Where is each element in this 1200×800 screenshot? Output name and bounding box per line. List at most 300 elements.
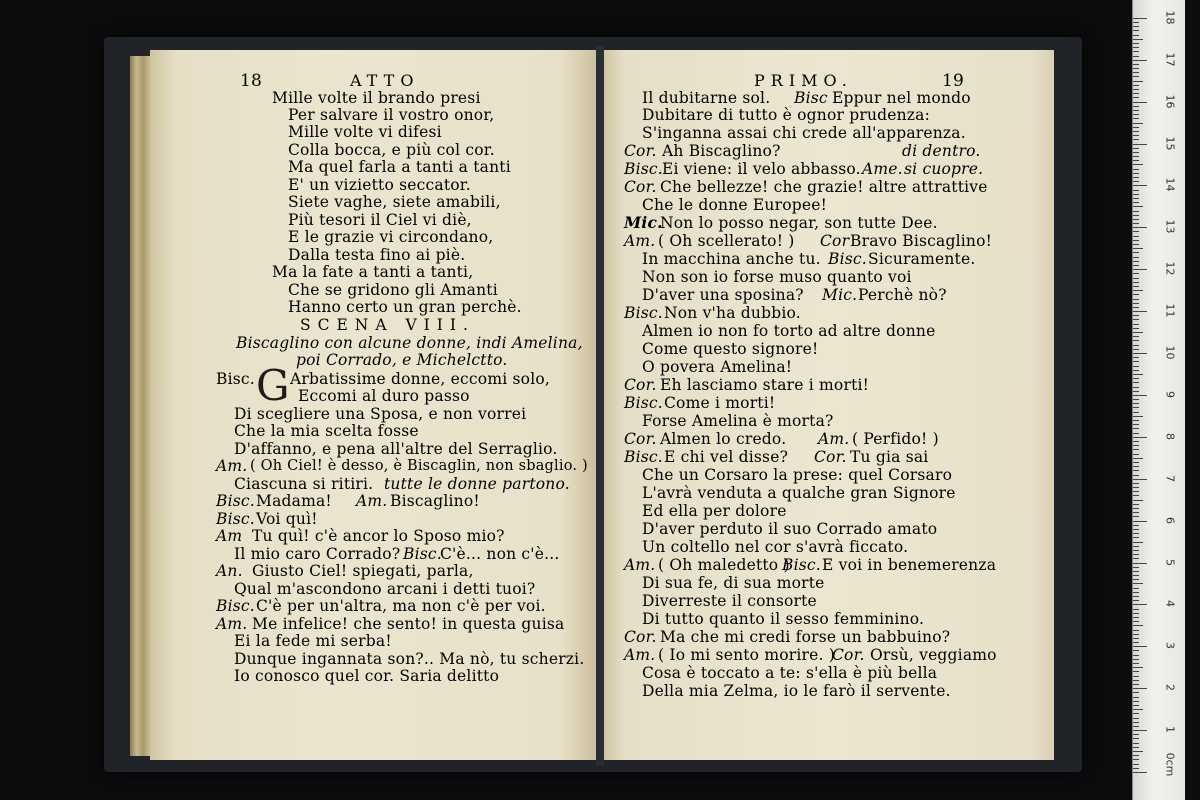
- ruler-tick: [1133, 18, 1147, 19]
- ruler-tick: [1133, 227, 1147, 228]
- ruler-tick: [1133, 374, 1143, 375]
- dialogue-text: In macchina anche tu.: [642, 250, 821, 268]
- ruler-tick: [1133, 319, 1139, 320]
- speaker-label: Bisc: [794, 89, 828, 107]
- ruler-tick: [1133, 713, 1139, 714]
- ruler-tick: [1133, 114, 1139, 115]
- dialogue-text: E chi vel disse?: [664, 448, 789, 466]
- speaker-label: Mic.: [624, 213, 663, 232]
- ruler-tick: [1133, 659, 1139, 660]
- ruler-label: 2: [1163, 684, 1177, 692]
- ruler-label: 3: [1163, 642, 1177, 650]
- ruler-tick: [1133, 173, 1139, 174]
- dialogue-text: Me infelice! che sento! in questa guisa: [252, 615, 565, 633]
- ruler-tick: [1133, 118, 1139, 119]
- dialogue-text: Non son io forse muso quanto voi: [642, 268, 912, 286]
- dialogue-text: Ei la fede mi serba!: [234, 632, 392, 650]
- stage-direction: si cuopre.: [904, 160, 984, 178]
- page-edge-stack: [130, 56, 152, 756]
- dialogue-text: O povera Amelina!: [642, 358, 793, 376]
- ruler-tick: [1133, 273, 1139, 274]
- dialogue-text: Ah Biscaglino?: [662, 142, 781, 160]
- speaker-label: Bisc.: [624, 448, 663, 466]
- dialogue-text: Ma che mi credi forse un babbuino?: [660, 628, 951, 646]
- ruler-tick: [1133, 76, 1139, 77]
- dialogue-text: Il mio caro Corrado?: [234, 545, 401, 563]
- ruler-tick: [1133, 156, 1139, 157]
- ruler-tick: [1133, 525, 1139, 526]
- ruler-tick: [1133, 730, 1147, 731]
- ruler-tick: [1133, 231, 1139, 232]
- ruler-tick: [1133, 139, 1139, 140]
- speaker-label: Cor.: [832, 646, 865, 664]
- ruler-tick: [1133, 240, 1139, 241]
- ruler-tick: [1133, 441, 1139, 442]
- ruler-tick: [1133, 583, 1143, 584]
- ruler-label: 8: [1163, 432, 1177, 440]
- stage-direction: poi Corrado, e Michelctto.: [296, 351, 508, 369]
- ruler-tick: [1133, 43, 1139, 44]
- ruler-tick: [1133, 424, 1139, 425]
- dialogue-text: Di scegliere una Sposa, e non vorrei: [234, 405, 527, 423]
- ruler-tick: [1133, 257, 1139, 258]
- ruler-tick: [1133, 311, 1147, 312]
- dialogue-text: ( Io mi sento morire. ): [658, 646, 836, 664]
- ruler-tick: [1133, 223, 1139, 224]
- dialogue-text: Almen io non fo torto ad altre donne: [642, 322, 936, 340]
- ruler-tick: [1133, 588, 1139, 589]
- ruler-tick: [1133, 487, 1139, 488]
- dialogue-text: Cosa è toccato a te: s'ella è più bella: [642, 664, 938, 682]
- ruler-tick: [1133, 516, 1139, 517]
- ruler-tick: [1133, 634, 1139, 635]
- ruler-tick: [1133, 370, 1139, 371]
- ruler-tick: [1133, 60, 1147, 61]
- ruler-tick: [1133, 39, 1143, 40]
- dialogue-text: D'affanno, e pena all'altre del Serraglio.: [234, 440, 558, 458]
- dialogue-text: Che la mia scelta fosse: [234, 422, 419, 440]
- dialogue-text: Voi quì!: [256, 510, 318, 528]
- ruler-tick: [1133, 160, 1139, 161]
- dialogue-text: Io conosco quel cor. Saria delitto: [234, 667, 500, 685]
- ruler-tick: [1133, 709, 1143, 710]
- ruler-tick: [1133, 215, 1139, 216]
- ruler-tick: [1133, 336, 1139, 337]
- ruler-tick: [1133, 663, 1139, 664]
- ruler-tick: [1133, 190, 1139, 191]
- ruler-tick: [1133, 655, 1139, 656]
- ruler-label: 13: [1163, 219, 1177, 234]
- ruler-tick: [1133, 533, 1139, 534]
- speaker-label: Bisc.: [782, 556, 821, 574]
- speaker-label: Mic.: [822, 286, 858, 304]
- speaker-label: Am: [216, 527, 243, 545]
- ruler-tick: [1133, 169, 1139, 170]
- speaker-label: Cor.: [814, 448, 847, 466]
- ruler-label: 10: [1163, 345, 1177, 360]
- ruler-tick: [1133, 64, 1139, 65]
- verse-line: Mille volte il brando presi: [272, 89, 481, 107]
- ruler-tick: [1133, 185, 1147, 186]
- ruler-tick: [1133, 56, 1139, 57]
- dialogue-text: Diverreste il consorte: [642, 592, 817, 610]
- ruler-tick: [1133, 315, 1139, 316]
- dialogue-text: Perchè nò?: [858, 286, 947, 304]
- dialogue-text: Il dubitarne sol.: [642, 89, 771, 107]
- ruler-tick: [1133, 89, 1139, 90]
- ruler-tick: [1133, 454, 1139, 455]
- ruler-tick: [1133, 123, 1143, 124]
- ruler-tick: [1133, 705, 1139, 706]
- ruler-tick: [1133, 529, 1139, 530]
- ruler-tick: [1133, 206, 1143, 207]
- dialogue-text: ( Oh maledetto ): [658, 556, 790, 574]
- ruler-tick: [1133, 51, 1139, 52]
- ruler-tick: [1133, 697, 1139, 698]
- ruler-tick: [1133, 399, 1139, 400]
- speaker-label: Ame.: [862, 160, 903, 178]
- verse-line: Colla bocca, e più col cor.: [288, 141, 495, 159]
- dialogue-text: Sicuramente.: [868, 250, 976, 268]
- dialogue-text: Arbatissime donne, eccomi solo,: [290, 370, 551, 388]
- speaker-label: Bisc.: [624, 394, 663, 412]
- speaker-label: Cor: [820, 232, 850, 250]
- ruler-tick: [1133, 470, 1139, 471]
- ruler-tick: [1133, 403, 1139, 404]
- ruler-tick: [1133, 613, 1139, 614]
- ruler-tick: [1133, 680, 1139, 681]
- scene-title: SCENA VIII.: [300, 316, 475, 334]
- ruler-tick: [1133, 361, 1139, 362]
- ruler-tick: [1133, 340, 1139, 341]
- verse-line: E le grazie vi circondano,: [288, 228, 494, 246]
- dialogue-text: Eppur nel mondo: [832, 89, 971, 107]
- verse-line: Più tesori il Ciel vi diè,: [288, 211, 472, 229]
- dialogue-text: Dunque ingannata son?.. Ma nò, tu scherzi.: [234, 650, 585, 668]
- ruler-tick: [1133, 378, 1139, 379]
- ruler-tick: [1133, 630, 1139, 631]
- ruler-tick: [1133, 324, 1139, 325]
- ruler-tick: [1133, 30, 1139, 31]
- dialogue-text: Che un Corsaro la prese: quel Corsaro: [642, 466, 953, 484]
- right-page-number: 19: [942, 71, 965, 91]
- ruler-tick: [1133, 219, 1139, 220]
- dialogue-text: E voi in benemerenza: [822, 556, 997, 574]
- speaker-label: Bisc.: [216, 370, 255, 388]
- speaker-label: An.: [216, 562, 243, 580]
- speaker-label: Am.: [624, 646, 656, 664]
- dialogue-text: Come i morti!: [664, 394, 776, 412]
- ruler-tick: [1133, 366, 1139, 367]
- ruler-tick: [1133, 751, 1143, 752]
- ruler-tick: [1133, 345, 1139, 346]
- dialogue-text: D'aver perduto il suo Corrado amato: [642, 520, 938, 538]
- dialogue-text: Bravo Biscaglino!: [850, 232, 993, 250]
- speaker-label: Am.: [624, 556, 656, 574]
- dialogue-text: S'inganna assai chi crede all'apparenza.: [642, 124, 966, 142]
- ruler-tick: [1133, 592, 1139, 593]
- ruler-label: 17: [1163, 52, 1177, 67]
- dialogue-text: Biscaglino!: [390, 492, 480, 510]
- ruler-tick: [1133, 479, 1147, 480]
- stage-direction: Biscaglino con alcune donne, indi Amelina,: [236, 334, 583, 352]
- left-page-header: ATTO: [350, 71, 420, 90]
- ruler-tick: [1133, 22, 1139, 23]
- speaker-label: Cor.: [624, 178, 657, 196]
- ruler-tick: [1133, 391, 1139, 392]
- ruler-tick: [1133, 617, 1139, 618]
- ruler-tick: [1133, 571, 1139, 572]
- ruler-tick: [1133, 81, 1143, 82]
- ruler-tick: [1133, 638, 1139, 639]
- ruler-tick: [1133, 307, 1139, 308]
- verse-line: Dalla testa fino ai piè.: [288, 246, 466, 264]
- ruler-label: 7: [1163, 474, 1177, 482]
- ruler-tick: [1133, 47, 1139, 48]
- ruler-label: 5: [1163, 558, 1177, 566]
- ruler-tick: [1133, 738, 1139, 739]
- ruler-tick: [1133, 110, 1139, 111]
- ruler-label: 16: [1163, 94, 1177, 109]
- ruler-tick: [1133, 521, 1147, 522]
- ruler-tick: [1133, 491, 1139, 492]
- ruler-tick: [1133, 646, 1147, 647]
- ruler-tick: [1133, 290, 1143, 291]
- ruler-tick: [1133, 475, 1139, 476]
- ruler-tick: [1133, 428, 1139, 429]
- ruler-tick: [1133, 332, 1143, 333]
- ruler-tick: [1133, 722, 1139, 723]
- ruler-tick: [1133, 131, 1139, 132]
- ruler-tick: [1133, 135, 1139, 136]
- ruler-tick: [1133, 278, 1139, 279]
- speaker-label: Bisc.: [624, 304, 663, 322]
- ruler-tick: [1133, 420, 1139, 421]
- ruler-tick: [1133, 600, 1139, 601]
- ruler-tick: [1133, 416, 1143, 417]
- ruler-tick: [1133, 743, 1139, 744]
- stage-direction: di dentro.: [902, 142, 981, 160]
- ruler-tick: [1133, 718, 1139, 719]
- dialogue-text: Eh lasciamo stare i morti!: [660, 376, 870, 394]
- speaker-label: Bisc.: [828, 250, 867, 268]
- ruler-tick: [1133, 650, 1139, 651]
- ruler-tick: [1133, 387, 1139, 388]
- ruler-tick: [1133, 437, 1147, 438]
- speaker-label: Am.: [216, 457, 248, 475]
- ruler-label: 15: [1163, 136, 1177, 150]
- ruler-tick: [1133, 294, 1139, 295]
- ruler-tick: [1133, 542, 1143, 543]
- dialogue-text: Qual m'ascondono arcani i detti tuoi?: [234, 580, 536, 598]
- ruler-tick: [1133, 642, 1139, 643]
- ruler-tick: [1133, 546, 1139, 547]
- ruler-tick: [1133, 684, 1139, 685]
- dialogue-text: ( Oh scellerato! ): [658, 232, 795, 250]
- dialogue-text: L'avrà venduta a qualche gran Signore: [642, 484, 956, 502]
- dialogue-text: Orsù, veggiamo: [870, 646, 997, 664]
- verse-line: Siete vaghe, siete amabili,: [288, 193, 501, 211]
- measurement-ruler: [1132, 0, 1185, 800]
- verse-line: Che se gridono gli Amanti: [288, 281, 498, 299]
- speaker-label: Bisc.: [216, 510, 255, 528]
- ruler-tick: [1133, 144, 1147, 145]
- ruler-tick: [1133, 692, 1139, 693]
- ruler-label: 1: [1163, 726, 1177, 734]
- verse-line: Mille volte vi difesi: [288, 123, 442, 141]
- ruler-tick: [1133, 466, 1139, 467]
- speaker-label: Cor.: [624, 628, 657, 646]
- dialogue-text: Ciascuna si ritiri.: [234, 475, 374, 493]
- ruler-tick: [1133, 604, 1147, 605]
- ruler-tick: [1133, 148, 1139, 149]
- speaker-label: Am.: [818, 430, 850, 448]
- dialogue-text: Ed ella per dolore: [642, 502, 787, 520]
- ruler-tick: [1133, 554, 1139, 555]
- ruler-tick: [1133, 127, 1139, 128]
- speaker-label: Bisc.: [624, 160, 663, 178]
- ruler-tick: [1133, 181, 1139, 182]
- speaker-label: Bisc.: [216, 597, 255, 615]
- ruler-tick: [1133, 236, 1139, 237]
- ruler-tick: [1133, 567, 1139, 568]
- ruler-tick: [1133, 85, 1139, 86]
- ruler-tick: [1133, 462, 1139, 463]
- ruler-tick: [1133, 395, 1147, 396]
- dialogue-text: Di sua fe, di sua morte: [642, 574, 825, 592]
- dialogue-text: Come questo signore!: [642, 340, 819, 358]
- dialogue-text: ( Perfido! ): [852, 430, 939, 448]
- ruler-label: 0cm: [1163, 752, 1177, 777]
- ruler-tick: [1133, 244, 1139, 245]
- ruler-tick: [1133, 609, 1139, 610]
- speaker-label: Am.: [624, 232, 656, 250]
- ruler-tick: [1133, 445, 1139, 446]
- ruler-tick: [1133, 164, 1143, 165]
- ruler-tick: [1133, 97, 1139, 98]
- ruler-tick: [1133, 177, 1139, 178]
- speaker-label: Am.: [356, 492, 388, 510]
- ruler-tick: [1133, 768, 1139, 769]
- dialogue-text: Tu gia sai: [850, 448, 929, 466]
- ruler-tick: [1133, 701, 1139, 702]
- dialogue-text: Un coltello nel cor s'avrà ficcato.: [642, 538, 909, 556]
- ruler-tick: [1133, 252, 1139, 253]
- speaker-label: Am.: [216, 615, 248, 633]
- ruler-tick: [1133, 382, 1139, 383]
- ruler-tick: [1133, 495, 1139, 496]
- ruler-tick: [1133, 772, 1147, 773]
- ruler-tick: [1133, 349, 1139, 350]
- ruler-tick: [1133, 759, 1139, 760]
- ruler-tick: [1133, 688, 1147, 689]
- dialogue-text: ( Oh Ciel! è desso, è Biscaglin, non sbaglio. ): [250, 458, 588, 474]
- ruler-tick: [1133, 265, 1139, 266]
- ruler-label: 9: [1163, 390, 1177, 398]
- right-page-header: PRIMO.: [754, 71, 853, 90]
- stage-direction: tutte le donne partono.: [384, 475, 570, 493]
- ruler-tick: [1133, 512, 1139, 513]
- ruler-tick: [1133, 550, 1139, 551]
- ruler-tick: [1133, 26, 1139, 27]
- ruler-tick: [1133, 102, 1147, 103]
- ruler-tick: [1133, 353, 1147, 354]
- ruler-tick: [1133, 579, 1139, 580]
- ruler-tick: [1133, 357, 1139, 358]
- ruler-tick: [1133, 537, 1139, 538]
- ruler-tick: [1133, 93, 1139, 94]
- speaker-label: Bisc.: [216, 492, 255, 510]
- ruler-tick: [1133, 667, 1143, 668]
- ruler-tick: [1133, 726, 1139, 727]
- speaker-label: Bisc.: [403, 545, 442, 563]
- dialogue-text: Della mia Zelma, io le farò il servente.: [642, 682, 951, 700]
- book-gutter: [596, 46, 604, 766]
- ruler-tick: [1133, 558, 1139, 559]
- dialogue-text: Di tutto quanto il sesso femminino.: [642, 610, 925, 628]
- ruler-tick: [1133, 764, 1139, 765]
- dialogue-text: D'aver una sposina?: [642, 286, 804, 304]
- ruler-tick: [1133, 72, 1139, 73]
- speaker-label: Cor.: [624, 376, 657, 394]
- ruler-tick: [1133, 407, 1139, 408]
- dialogue-text: Tu quì! c'è ancor lo Sposo mio?: [252, 527, 505, 545]
- ruler-tick: [1133, 35, 1139, 36]
- ruler-tick: [1133, 198, 1139, 199]
- ruler-tick: [1133, 286, 1139, 287]
- ruler-tick: [1133, 68, 1139, 69]
- ruler-tick: [1133, 734, 1139, 735]
- ruler-tick: [1133, 676, 1139, 677]
- ruler-tick: [1133, 152, 1139, 153]
- ruler-tick: [1133, 500, 1143, 501]
- ruler-tick: [1133, 449, 1139, 450]
- dialogue-text: Ei viene: il velo abbasso.: [662, 160, 861, 178]
- ruler-tick: [1133, 299, 1139, 300]
- ruler-tick: [1133, 504, 1139, 505]
- ruler-tick: [1133, 483, 1139, 484]
- drop-cap: G: [256, 361, 290, 410]
- ruler-tick: [1133, 269, 1147, 270]
- verse-line: Ma quel farla a tanti a tanti: [288, 158, 511, 176]
- ruler-tick: [1133, 106, 1139, 107]
- dialogue-text: Dubitare di tutto è ognor prudenza:: [642, 106, 931, 124]
- ruler-tick: [1133, 248, 1143, 249]
- dialogue-text: Madama!: [256, 492, 332, 510]
- ruler-tick: [1133, 747, 1139, 748]
- ruler-tick: [1133, 194, 1139, 195]
- ruler-label: 6: [1163, 516, 1177, 524]
- verse-line: E' un vizietto seccator.: [288, 176, 471, 194]
- dialogue-text: Forse Amelina è morta?: [642, 412, 834, 430]
- ruler-tick: [1133, 328, 1139, 329]
- ruler-tick: [1133, 625, 1143, 626]
- ruler-tick: [1133, 508, 1139, 509]
- left-page-number: 18: [240, 71, 263, 91]
- ruler-label: 4: [1163, 600, 1177, 608]
- verse-line: Hanno certo un gran perchè.: [288, 298, 522, 316]
- ruler-tick: [1133, 202, 1139, 203]
- ruler-tick: [1133, 575, 1139, 576]
- ruler-label: 12: [1163, 261, 1177, 276]
- ruler-tick: [1133, 596, 1139, 597]
- ruler-tick: [1133, 621, 1139, 622]
- ruler-tick: [1133, 282, 1139, 283]
- ruler-tick: [1133, 563, 1147, 564]
- dialogue-text: Eccomi al duro passo: [298, 387, 470, 405]
- dialogue-text: Che le donne Europee!: [642, 196, 828, 214]
- speaker-label: Cor.: [624, 430, 657, 448]
